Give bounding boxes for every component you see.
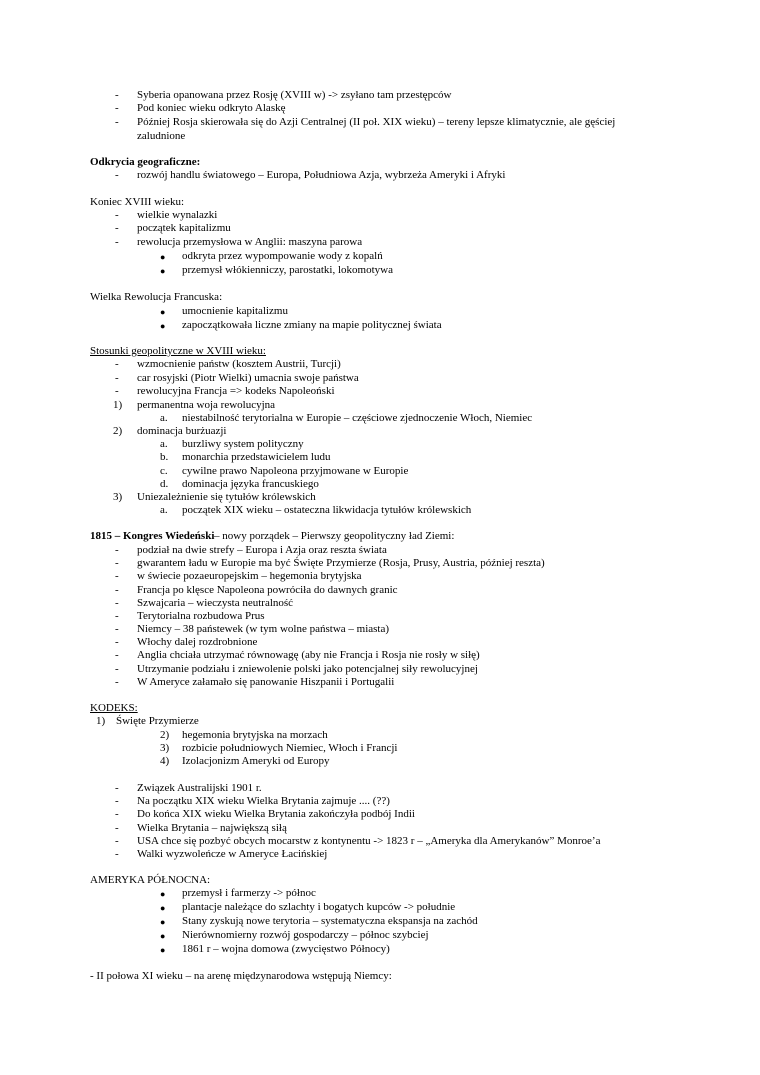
text-line: - II połowa XI wieku – na arenę międzynarodowa wstępują Niemcy: xyxy=(90,970,392,982)
text-line: Do końca XIX wieku Wielka Brytania zakończyła podbój Indii xyxy=(137,808,415,820)
text-line: Święte Przymierze xyxy=(116,715,199,727)
text-line: początek XIX wieku – ostateczna likwidacja tytułów królewskich xyxy=(182,504,472,516)
text-line: Pod koniec wieku odkryto Alaskę xyxy=(137,102,286,114)
text-line: zaludnione xyxy=(137,130,186,142)
list-marker: 3) xyxy=(113,491,123,503)
text-line: cywilne prawo Napoleona przyjmowane w Europie xyxy=(182,465,409,477)
list-marker: - xyxy=(115,222,119,234)
text-line: Stany zyskują nowe terytoria – systematyczna ekspansja na zachód xyxy=(182,915,478,927)
text-line: Anglia chciała utrzymać równowagę (aby nie Francja i Rosja nie rosły w siłę) xyxy=(137,649,480,661)
list-marker: - xyxy=(115,597,119,609)
list-marker: - xyxy=(115,584,119,596)
list-marker: 2) xyxy=(160,729,170,741)
bullet-icon: ● xyxy=(160,931,166,941)
bullet-icon: ● xyxy=(160,307,166,317)
list-marker: - xyxy=(115,848,119,860)
list-marker: a. xyxy=(160,412,168,424)
text-line: rozwój handlu światowego – Europa, Południowa Azja, wybrzeża Ameryki i Afryki xyxy=(137,169,506,181)
list-marker: - xyxy=(115,623,119,635)
list-marker: 4) xyxy=(160,755,170,767)
text-line: Na początku XIX wieku Wielka Brytania zajmuje .... (??) xyxy=(137,795,390,807)
text-line: rewolucyjna Francja => kodeks Napoleoński xyxy=(137,385,335,397)
text-line: Związek Australijski 1901 r. xyxy=(137,782,262,794)
text-line: Syberia opanowana przez Rosję (XVIII w) -> zsyłano tam przestępców xyxy=(137,89,452,101)
text-line: przemysł i farmerzy -> północ xyxy=(182,887,316,899)
list-marker: - xyxy=(115,782,119,794)
text-line: burzliwy system polityczny xyxy=(182,438,304,450)
text-line: odkryta przez wypompowanie wody z kopalń xyxy=(182,250,383,262)
text-line: umocnienie kapitalizmu xyxy=(182,305,288,317)
text-line: Stosunki geopolityczne w XVIII wieku: xyxy=(90,345,266,357)
list-marker: - xyxy=(115,544,119,556)
text-line: Walki wyzwoleńcze w Ameryce Łacińskiej xyxy=(137,848,328,860)
text-line: gwarantem ładu w Europie ma być Święte Przymierze (Rosja, Prusy, Austria, później reszta) xyxy=(137,557,545,569)
text-line: 1861 r – wojna domowa (zwycięstwo Północy) xyxy=(182,943,390,955)
text-line: Wielka Rewolucja Francuska: xyxy=(90,291,223,303)
list-marker: - xyxy=(115,358,119,370)
text-line: Później Rosja skierowała się do Azji Centralnej (II poł. XIX wieku) – tereny lepsze klimatycznie, ale gęściej xyxy=(137,116,616,128)
text-line: Niemcy – 38 państewek (w tym wolne państwa – miasta) xyxy=(137,623,390,635)
list-marker: - xyxy=(115,102,119,114)
list-marker: - xyxy=(115,209,119,221)
text-line: AMERYKA PÓŁNOCNA: xyxy=(90,874,211,886)
list-marker: - xyxy=(115,236,119,248)
text-line: Nierównomierny rozwój gospodarczy – północ szybciej xyxy=(182,929,429,941)
bullet-icon: ● xyxy=(160,266,166,276)
text-line: Utrzymanie podziału i zniewolenie polski jako potencjalnej siły rewolucyjnej xyxy=(137,663,478,675)
text-line: plantacje należące do szlachty i bogatych kupców -> południe xyxy=(182,901,456,913)
text-line: rozbicie południowych Niemiec, Włoch i Francji xyxy=(182,742,398,754)
text-line: rewolucja przemysłowa w Anglii: maszyna parowa xyxy=(137,236,363,248)
text-line: przemysł włókienniczy, parostatki, lokomotywa xyxy=(182,264,393,276)
bullet-icon: ● xyxy=(160,252,166,262)
list-marker: - xyxy=(115,663,119,675)
list-marker: 1) xyxy=(113,399,123,411)
bullet-icon: ● xyxy=(160,321,166,331)
text-line: Terytorialna rozbudowa Prus xyxy=(137,610,265,622)
text-line: podział na dwie strefy – Europa i Azja oraz reszta świata xyxy=(137,544,387,556)
text-line: monarchia przedstawicielem ludu xyxy=(182,451,331,463)
text-line: Wielka Brytania – największą siłą xyxy=(137,822,287,834)
bullet-icon: ● xyxy=(160,903,166,913)
text-line: Szwajcaria – wieczysta neutralność xyxy=(137,597,294,609)
text-line: zapoczątkowała liczne zmiany na mapie politycznej świata xyxy=(182,319,442,331)
list-marker: c. xyxy=(160,465,168,477)
text-line: dominacja burżuazji xyxy=(137,425,227,437)
list-marker: - xyxy=(115,649,119,661)
list-marker: - xyxy=(115,116,119,128)
text-line: Włochy dalej rozdrobnione xyxy=(137,636,258,648)
text-line: początek kapitalizmu xyxy=(137,222,231,234)
text-line: w świecie pozaeuropejskim – hegemonia brytyjska xyxy=(137,570,362,582)
list-marker: 1) xyxy=(96,715,106,727)
list-marker: - xyxy=(115,822,119,834)
text-line: niestabilność terytorialna w Europie – częściowe zjednoczenie Włoch, Niemiec xyxy=(182,412,533,424)
list-marker: - xyxy=(115,557,119,569)
bullet-icon: ● xyxy=(160,889,166,899)
text-line: permanentna woja rewolucyjna xyxy=(137,399,276,411)
text-line: Izolacjonizm Ameryki od Europy xyxy=(182,755,330,767)
list-marker: a. xyxy=(160,438,168,450)
text-line: Francja po klęsce Napoleona powróciła do dawnych granic xyxy=(137,584,398,596)
list-marker: - xyxy=(115,89,119,101)
text-line: 1815 – Kongres Wiedeński xyxy=(90,530,215,542)
text-line: wzmocnienie państw (kosztem Austrii, Turcji) xyxy=(137,358,341,370)
text-line: Uniezależnienie się tytułów królewskich xyxy=(137,491,316,503)
text-line: car rosyjski (Piotr Wielki) umacnia swoje państwa xyxy=(137,372,359,384)
list-marker: - xyxy=(115,808,119,820)
list-marker: - xyxy=(115,570,119,582)
list-marker: d. xyxy=(160,478,169,490)
list-marker: 3) xyxy=(160,742,170,754)
list-marker: - xyxy=(115,636,119,648)
text-line: KODEKS: xyxy=(90,702,138,714)
list-marker: 2) xyxy=(113,425,123,437)
list-marker: b. xyxy=(160,451,169,463)
list-marker: - xyxy=(115,610,119,622)
text-line: hegemonia brytyjska na morzach xyxy=(182,729,328,741)
text-line-tail: – nowy porządek – Pierwszy geopolityczny ład Ziemi: xyxy=(214,530,455,542)
list-marker: - xyxy=(115,795,119,807)
text-line: Koniec XVIII wieku: xyxy=(90,196,185,208)
list-marker: - xyxy=(115,169,119,181)
list-marker: - xyxy=(115,372,119,384)
text-line: dominacja języka francuskiego xyxy=(182,478,319,490)
list-marker: - xyxy=(115,385,119,397)
bullet-icon: ● xyxy=(160,917,166,927)
text-line: wielkie wynalazki xyxy=(137,209,218,221)
text-line: W Ameryce załamało się panowanie Hiszpanii i Portugalii xyxy=(137,676,395,688)
list-marker: - xyxy=(115,676,119,688)
list-marker: - xyxy=(115,835,119,847)
text-line: USA chce się pozbyć obcych mocarstw z kontynentu -> 1823 r – „Ameryka dla Amerykanów” Monroe’a xyxy=(137,835,601,847)
text-line: Odkrycia geograficzne: xyxy=(90,156,201,168)
list-marker: a. xyxy=(160,504,168,516)
bullet-icon: ● xyxy=(160,945,166,955)
